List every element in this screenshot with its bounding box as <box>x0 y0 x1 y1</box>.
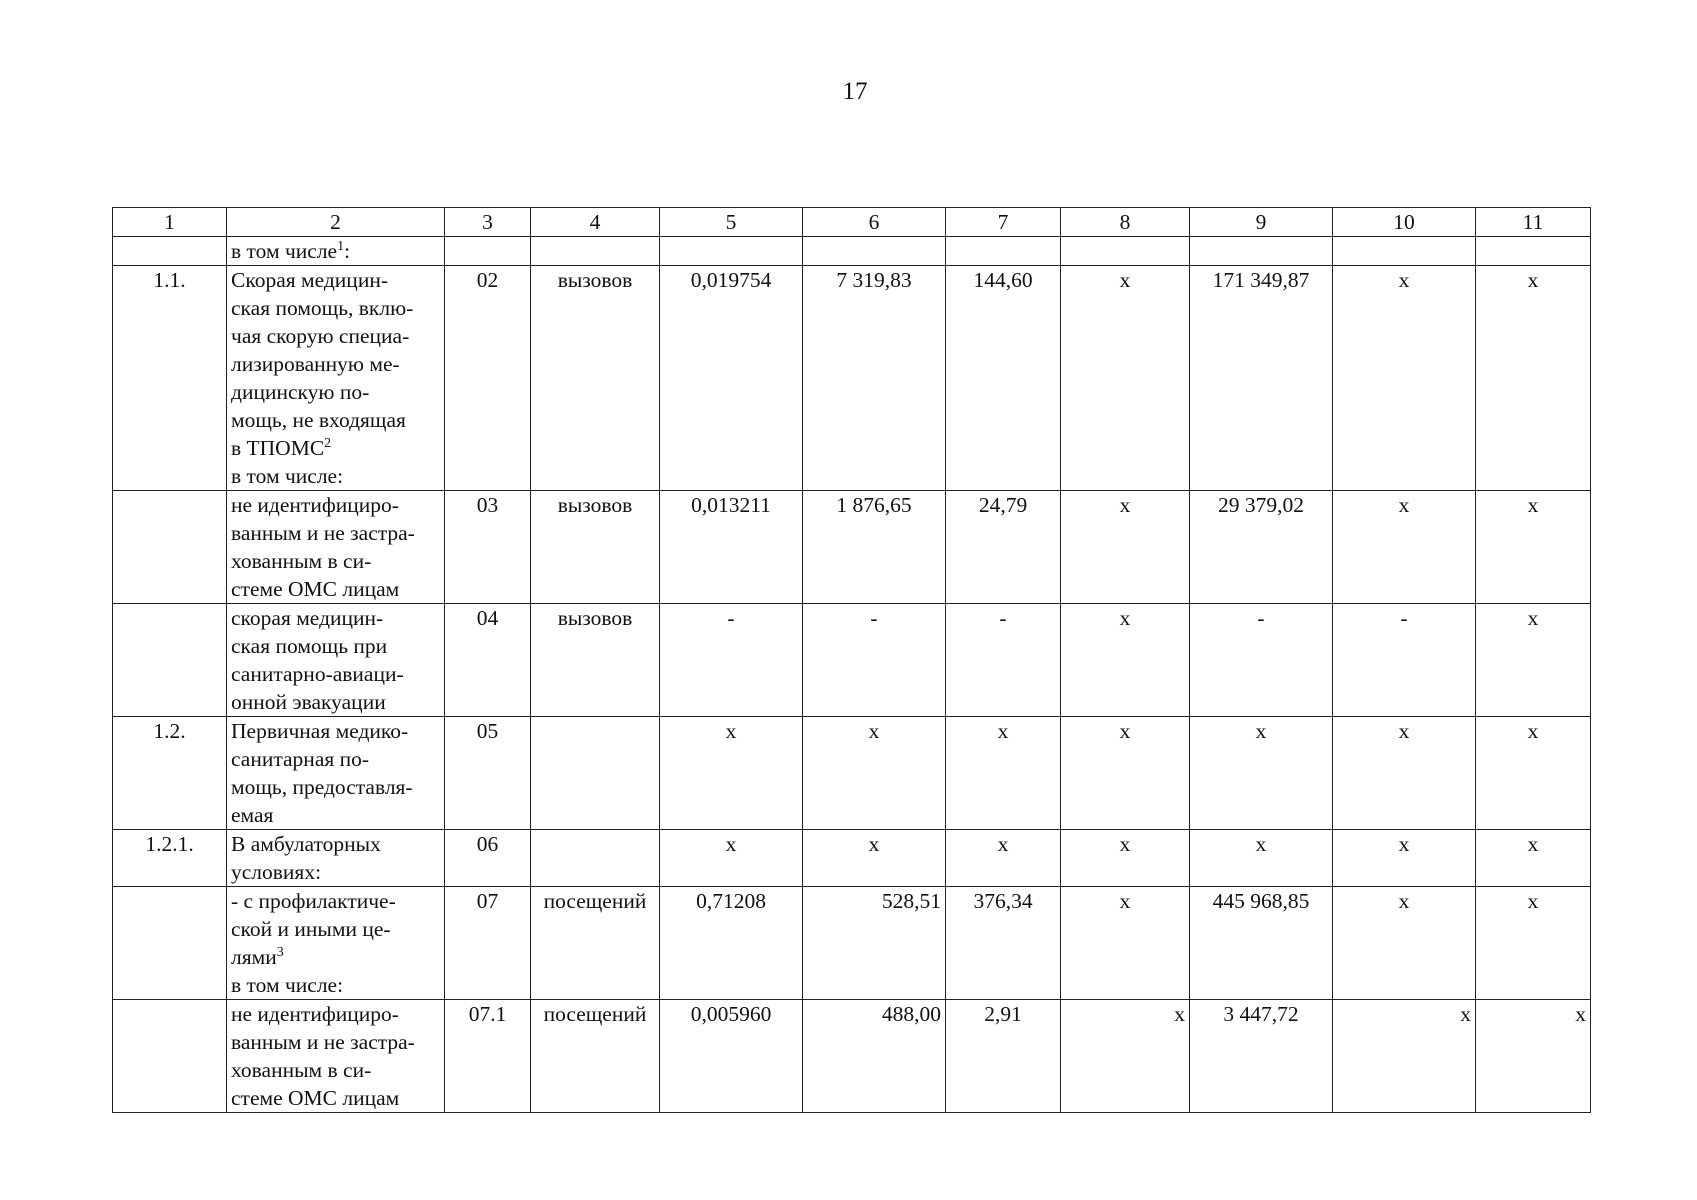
data-table <box>112 207 1591 1113</box>
cell-value: х <box>1190 717 1333 830</box>
row-code <box>113 237 227 266</box>
col-header: 5 <box>660 208 803 237</box>
row-code: 1.2.1. <box>113 830 227 887</box>
table-row <box>113 604 1591 717</box>
cell-line-number: 02 <box>445 266 531 491</box>
row-code: 1.1. <box>113 266 227 491</box>
cell-value <box>1190 237 1333 266</box>
row-label: скорая медицин- ская помощь при санитарно-авиаци- онной эвакуации <box>227 604 445 717</box>
cell-value: х <box>1476 717 1591 830</box>
cell-line-number <box>445 237 531 266</box>
cell-value <box>1333 237 1476 266</box>
col-header: 11 <box>1476 208 1591 237</box>
cell-value: х <box>1476 604 1591 717</box>
row-code <box>113 491 227 604</box>
row-label: В амбулаторных условиях: <box>227 830 445 887</box>
cell-value: 3 447,72 <box>1190 1000 1333 1113</box>
cell-value: 488,00 <box>803 1000 946 1113</box>
cell-unit: вызовов <box>531 491 660 604</box>
cell-value: х <box>1061 887 1190 1000</box>
cell-value: 0,019754 <box>660 266 803 491</box>
cell-value: х <box>1476 491 1591 604</box>
cell-value: х <box>1333 887 1476 1000</box>
cell-value: 0,013211 <box>660 491 803 604</box>
col-header: 10 <box>1333 208 1476 237</box>
column-number-row <box>113 208 1591 237</box>
cell-value: 1 876,65 <box>803 491 946 604</box>
cell-value: 2,91 <box>946 1000 1061 1113</box>
cell-value: х <box>946 717 1061 830</box>
cell-line-number: 07 <box>445 887 531 1000</box>
row-label: Первичная медико- санитарная по- мощь, предоставля- емая <box>227 717 445 830</box>
cell-value: х <box>1476 830 1591 887</box>
cell-value <box>1061 237 1190 266</box>
cell-value: 7 319,83 <box>803 266 946 491</box>
table-row <box>113 887 1591 1000</box>
table-row <box>113 237 1591 266</box>
cell-value: х <box>1061 717 1190 830</box>
cell-value: х <box>946 830 1061 887</box>
cell-value: х <box>1476 887 1591 1000</box>
cell-unit <box>531 237 660 266</box>
cell-value: х <box>1061 1000 1190 1113</box>
cell-value: - <box>946 604 1061 717</box>
cell-unit: вызовов <box>531 266 660 491</box>
cell-value <box>1476 237 1591 266</box>
row-label: Скорая медицин- ская помощь, вклю- чая скорую специа- лизированную ме- дицинскую по- мощь, не входящая в ТПОМС$^2$ в том числе: <box>227 266 445 491</box>
cell-value <box>946 237 1061 266</box>
cell-value: 144,60 <box>946 266 1061 491</box>
cell-value: х <box>1476 1000 1591 1113</box>
row-label: - с профилактиче- ской и иными це- лями$^3$ в том числе: <box>227 887 445 1000</box>
col-header: 8 <box>1061 208 1190 237</box>
cell-value: х <box>1061 491 1190 604</box>
cell-value: - <box>803 604 946 717</box>
cell-line-number: 06 <box>445 830 531 887</box>
cell-value: х <box>1476 266 1591 491</box>
row-code <box>113 604 227 717</box>
table-row <box>113 717 1591 830</box>
col-header: 6 <box>803 208 946 237</box>
cell-line-number: 07.1 <box>445 1000 531 1113</box>
cell-value: 171 349,87 <box>1190 266 1333 491</box>
cell-unit <box>531 717 660 830</box>
col-header: 1 <box>113 208 227 237</box>
cell-unit: вызовов <box>531 604 660 717</box>
cell-value: 0,71208 <box>660 887 803 1000</box>
cell-value: х <box>1333 830 1476 887</box>
cell-value: 24,79 <box>946 491 1061 604</box>
cell-value: х <box>803 830 946 887</box>
cell-value: - <box>660 604 803 717</box>
col-header: 7 <box>946 208 1061 237</box>
cell-value: 445 968,85 <box>1190 887 1333 1000</box>
row-label: в том числе$^1$: <box>227 237 445 266</box>
cell-value: х <box>660 717 803 830</box>
cell-value: 528,51 <box>803 887 946 1000</box>
cell-value: х <box>1333 491 1476 604</box>
cell-value: х <box>803 717 946 830</box>
cell-value: х <box>1333 1000 1476 1113</box>
col-header: 9 <box>1190 208 1333 237</box>
cell-unit <box>531 830 660 887</box>
cell-value: - <box>1333 604 1476 717</box>
cell-line-number: 03 <box>445 491 531 604</box>
row-code <box>113 887 227 1000</box>
cell-value: 0,005960 <box>660 1000 803 1113</box>
cell-unit: посещений <box>531 1000 660 1113</box>
cell-value: х <box>1333 266 1476 491</box>
cell-value: 29 379,02 <box>1190 491 1333 604</box>
table-row <box>113 1000 1591 1113</box>
col-header: 3 <box>445 208 531 237</box>
cell-value: х <box>1190 830 1333 887</box>
col-header: 2 <box>227 208 445 237</box>
table-row <box>113 830 1591 887</box>
cell-value: х <box>1061 604 1190 717</box>
cell-value <box>803 237 946 266</box>
page-number: 17 <box>842 78 868 105</box>
cell-value: х <box>1061 266 1190 491</box>
cell-unit: посещений <box>531 887 660 1000</box>
cell-value: х <box>660 830 803 887</box>
row-code: 1.2. <box>113 717 227 830</box>
row-code <box>113 1000 227 1113</box>
row-label: не идентифициро- ванным и не застра- хованным в си- стеме ОМС лицам <box>227 1000 445 1113</box>
cell-value: - <box>1190 604 1333 717</box>
row-label: не идентифициро- ванным и не застра- хованным в си- стеме ОМС лицам <box>227 491 445 604</box>
cell-value: 376,34 <box>946 887 1061 1000</box>
table-row <box>113 266 1591 491</box>
col-header: 4 <box>531 208 660 237</box>
cell-line-number: 05 <box>445 717 531 830</box>
cell-line-number: 04 <box>445 604 531 717</box>
cell-value <box>660 237 803 266</box>
cell-value: х <box>1061 830 1190 887</box>
table-row <box>113 491 1591 604</box>
cell-value: х <box>1333 717 1476 830</box>
